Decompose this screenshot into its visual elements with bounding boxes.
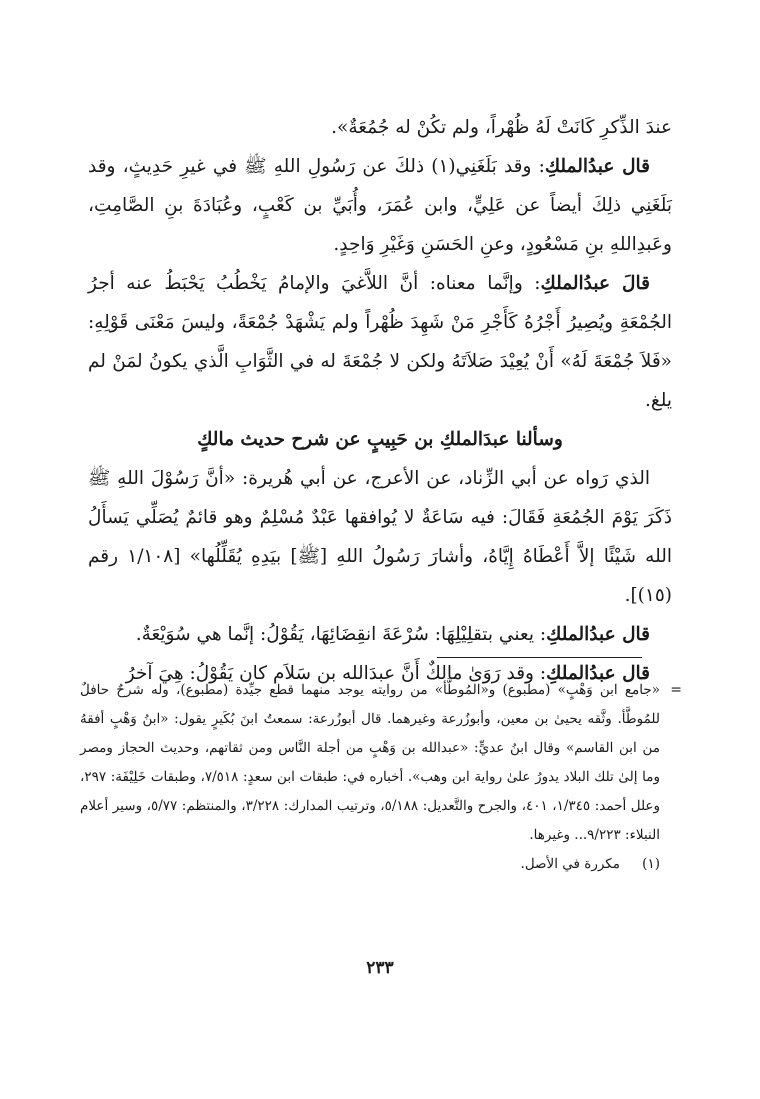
paragraph-3: الذي رَواه عن أبي الزِّناد، عن الأعرج، عن أبي هُريرة: «أنَّ رَسُوْلَ اللهِ ﷺ ذَكَرَ يَوْمَ الجُمُعَةِ فَقَالَ: فيه سَاعَةٌ لا يُوافقها عَبْدٌ مُسْلِمٌ وهو قائمٌ يُصَلِّي يَسأَلُ الله شَيْئًا إلاَّ أَعْطَاهُ إِيَّاهُ، وأشارَ رَسُولُ اللهِ [ﷺ] بيَدِهِ يُقَلِّلُها» [١/١٠٨ رقم (١٥)]. — [88, 468, 672, 606]
page-number: ٢٣٣ — [366, 958, 394, 978]
footnote-continued: «جامع ابن وَهْبٍ» (مطبوع) و«المُوطَّأ» من روايته يوجد منهما قطع جيِّدة (مطبوع)، وله شرحٌ حافلٌ للمُوطَّأ. وثَّقه يحيىٰ بن معين، وأبوزُرعة وغيرهما. قال أبوزُرعة: سمعتُ ابنَ بُكَيرٍ يقول: «ابنُ وَهْبٍ أفقهُ من ابن القاسم» وقال ابنُ عديٍّ: «عبدالله بن وَهْبٍ من أجلة النَّاس ومن ثقاتهم، وحديث الحجاز ومصر وما إلىٰ تلك البلاد يدورُ علىٰ رواية ابن وهب». أخباره في: طبقات ابن سعدٍ: ٧/٥١٨، وطبقات خَلِيْفَة: ٢٩٧، وعلل أحمد: ١/٣٤٥، ٤٠١، والجرح والتَّعديل: ٥/١٨٨، وترتيب المدارك: ٣/٢٢٨، والمنتظم: ٥/٧٧، وسير أعلام النبلاء: ٩/٢٢٣... وغيرها. — [80, 682, 661, 843]
paragraph-text: : وإنَّما معناه: أنَّ اللاَّغيَ والإمامُ يَخْطُبُ يَحْبَطُ عنه أجرُ الجُمْعَةِ ويُصِيرُ أَجْرُهُ كَأَجْرِ مَنْ شَهِدَ ظُهْراً ولم يَشْهَدْ جُمْعَةً، وليسَ مَعْنَى قَوْلِهِ: «فَلاَ جُمْعَةَ لَهُ» أَنْ يُعِيْدَ صَلاَتَهُ ولكن لا جُمْعَةَ له في الثَّوَابِ الَّذي يكونُ لمَنْ لم يلغ. — [88, 273, 672, 411]
footnote-number: (١) — [642, 856, 660, 872]
speaker-label: قال عبدُالملكِ — [546, 663, 650, 684]
footnote-1 — [80, 850, 660, 879]
paragraph-4 — [88, 615, 672, 654]
footnotes — [80, 676, 682, 879]
speaker-label: قال عبدُالملكِ — [546, 624, 650, 645]
footnote-separator — [437, 657, 642, 658]
speaker-label: قال عبدُالملكِ — [544, 156, 650, 177]
paragraph-text: : يعني بتقلِيْلِهَا: سُرْعَةَ انقِضَائِهَا، يَقُوْلُ: إنَّما هي سُوَيْعَةٌ. — [135, 624, 547, 645]
paragraph-text: : وقد بَلَغَنِي(١) ذلكَ عن رَسُولِ اللهِ ﷺ في غيرِ حَدِيثٍ، وقد بَلَغَنِي ذلِكَ أيضاً عن عَلِيٍّ، وابن عُمَرَ، وأُبَيِّ بن كَعْبٍ، وعُبَادَةَ بنِ الصَّامِتِ، وعَبدِاللهِ بنِ مَسْعُودٍ، وعنِ الحَسَنِ وَغَيْرِ وَاحِدٍ. — [88, 156, 672, 255]
continuation-line: عندَ الذِّكرِ كَانَتْ لَهُ ظُهْراً، ولم تكُنْ له جُمُعَةٌ». — [331, 117, 672, 138]
footnote-continuation-marker: = — [670, 682, 682, 698]
paragraph-1 — [88, 147, 672, 264]
paragraph-2 — [88, 264, 672, 420]
speaker-label: قالَ عبدُالملكِ — [540, 273, 650, 294]
footnote-text: مكررة في الأصل. — [520, 856, 620, 872]
paragraph-text: : وقد رَوَىٰ مالكٌ أَنَّ عبدَالله بن سَلاَم كان يَقُوْلُ: هِيَ آخرُ — [125, 663, 547, 684]
section-heading: وسألنا عبدَالملكِ بن حَبِيبٍ عن شرح حديث مالكٍ — [197, 429, 563, 450]
main-text — [88, 108, 672, 693]
